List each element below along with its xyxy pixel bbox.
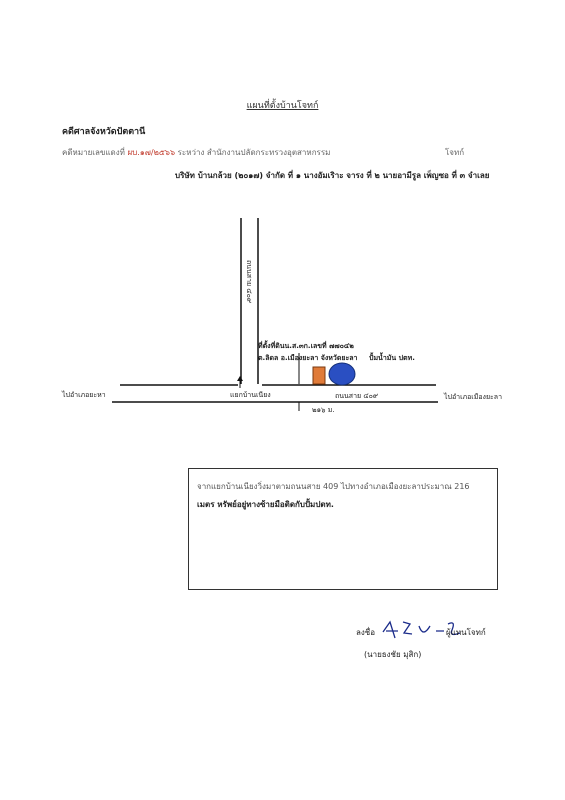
case-number: ผบ.๑๗/๒๕๖๖ (127, 148, 176, 157)
signature-name: (นายธงชัย มุสิก) (364, 650, 422, 659)
defendants-line: บริษัท บ้านกล้วย (๒๐๑๗) จำกัด ที่ ๑ นางอัมเริาะ จารง ที่ ๒ นายอามีรูล เพ็ญซอ ที่ ๓ จำเลย (175, 171, 490, 180)
gas-station-marker (329, 363, 355, 385)
left-direction-label: ไปอำเภอยะหา (62, 391, 106, 399)
court-name: คดีศาลจังหวัดปัตตานี (62, 127, 146, 137)
junction-label: แยกบ้านเนียง (230, 391, 271, 399)
distance-label: ๒๑๖ ม. (312, 406, 335, 414)
house-marker (313, 367, 325, 384)
case-between: ระหว่าง สำนักงานปลัดกระทรวงอุตสาหกรรม (177, 148, 331, 157)
directions-note-box (188, 468, 498, 590)
site-label-line1: ที่ตั้งที่ดินน.ส.๓ก.เลขที่ ๗๗๐๔๒ (258, 342, 354, 350)
note-line2: เมตร หรัพย์อยู่ทางซ้ายมือติดกับปั้มปตท. (197, 500, 334, 509)
arrow-head-icon (237, 376, 243, 381)
case-prefix: คดีหมายเลขแดงที่ (62, 148, 125, 157)
note-line1: จากแยกบ้านเนียงวิ่งมาตามถนนสาย 409 ไปทางอำเภอเมืองยะลาประมาณ 216 (197, 482, 470, 491)
page-title: แผนที่ตั้งบ้านโจทก์ (246, 101, 319, 111)
plaintiff-label: โจทก์ (445, 148, 465, 157)
right-direction-label: ไปอำเภอเมืองยะลา (444, 393, 503, 401)
site-label-line2: ต.ลิดล อ.เมืองยะลา จังหวัดยะลา (258, 354, 358, 362)
signature-label: ลงชื่อ (356, 628, 376, 637)
vertical-road-label: ถนนสาย ๔๐๙ (245, 260, 253, 304)
gas-station-label: ปั้มน้ำมัน ปตท. (369, 354, 415, 362)
horizontal-road-label: ถนนสาย ๔๐๙ (335, 392, 379, 400)
signature-role: ผู้แทนโจทก์ (446, 628, 486, 637)
